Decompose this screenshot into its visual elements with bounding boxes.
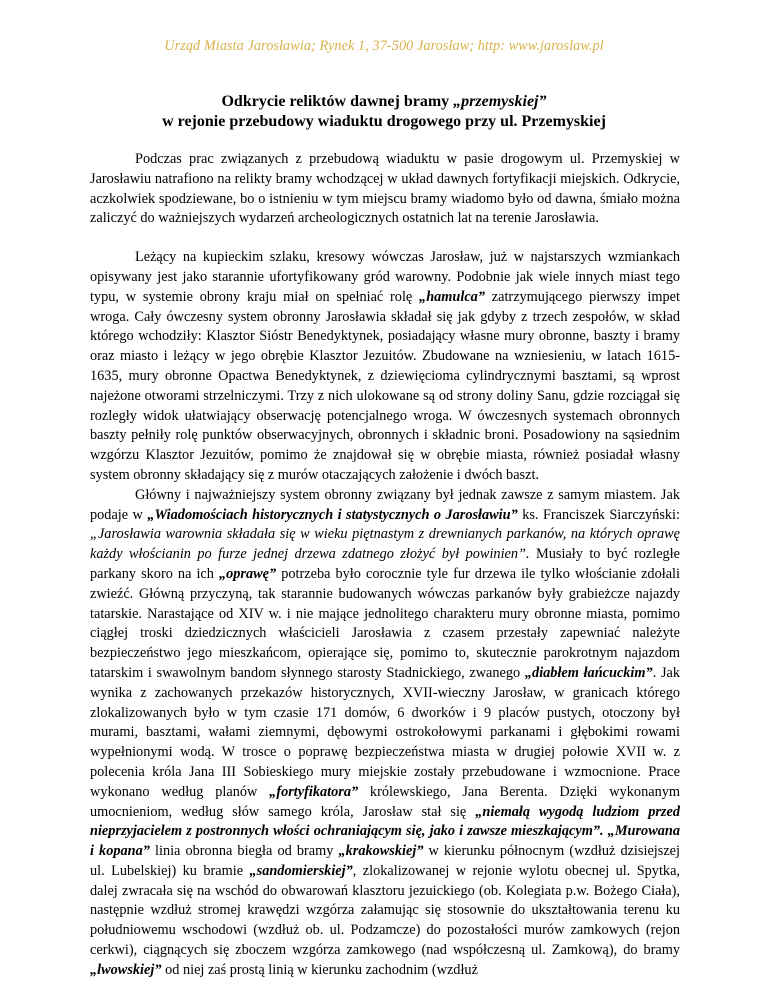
paragraph-2-emphasis-hamulca: „hamulca” [419,288,485,305]
paragraph-3-text-k: królewskiego, Jana Berenta. Dzięki wykonanym umocnieniom, według słów samego króla, Jarosław stał się [90,783,680,820]
document-title [90,92,678,132]
paragraph-3-emphasis-lwowskiej: „lwowskiej” [90,961,162,978]
paragraph-3-text-q: , zlokalizowanej w rejonie wylotu obecnej ul. Spytka, dalej zwracała się na wschód do obwarowań klasztoru jezuickiego (ob. Kolegiata p.w. Bożego Ciała), następnie wzdłuż stromej krawędzi wzgórza załamując się stosownie do ukształtowania terenu ku południowemu wschodowi (wzdłuż ob. ul. Podzamcze) do pozostałości murów zamkowych (rejon cerkwi), ciągnących się zboczem wzgórza zamkowego (nad współczesną ul. Zamkową), do bramy [90,862,681,959]
page-header: Urząd Miasta Jarosławia; Rynek 1, 37-500 Jarosław; http: www.jaroslaw.pl [164,38,604,54]
paragraph-3-book-title: „Wiadomościach historycznych i statystycznych o Jarosławiu” [147,506,518,523]
title-line-2: w rejonie przebudowy wiaduktu drogowego przy ul. Przemyskiej [162,113,606,130]
paragraph-3 [90,486,680,981]
paragraph-3-text-i: . Jak wynika z zachowanych przekazów historycznych, XVII-wieczny Jarosław, w granicach którego zlokalizowanych było w tym czasie 171 domów, 6 dworków i 9 placów pustych, otoczony był murami, basztami, wałami ziemnymi, dębowymi ostrokołowymi parkanami i głębokimi rowami wypełnionymi wodą. W trosce o poprawę bezpieczeństwa miasta w drugiej połowie XVII w. z polecenia króla Jana III Sobieskiego mury miejskie zostały przebudowane i wzmocnione. Prace wykonano według planów [90,664,680,800]
paragraph-3-quote-2: „niemałą wygodą ludziom przed nieprzyjacielem z postronnych włości ochraniającym się, jako i zawsze mieszkającym”. „Murowana i kopana” [90,803,680,860]
title-line-1 [90,92,678,112]
paragraph-3-emphasis-oprawe: „oprawę” [218,565,277,582]
paragraph-1: Podczas prac związanych z przebudową wiaduktu w pasie drogowym ul. Przemyskiej w Jarosławiu natrafiono na relikty bramy wchodzącej w układ dawnych fortyfikacji miejskich. Odkrycie, aczkolwiek spodziewane, bo o istnieniu w tym miejscu bramy wiadomo było od dawna, śmiało można zaliczyć do ważniejszych wydarzeń archeologicznych ostatnich lat na terenie Jarosławia. [90,151,680,227]
title-line-1-italic: „przemyskiej” [453,93,547,110]
paragraph-3-quote-1: „Jarosławia warownia składała się w wieku piętnastym z drewnianych parkanów, na których oprawę każdy włościanin po furze jednej drzewa zdatnego złożyć był powinien”. [90,526,680,563]
document-body [90,150,680,981]
paragraph-2-text-a: Leżący na kupieckim szlaku, kresowy wówczas Jarosław, już w najstarszych wzmiankach opisywany jest jako starannie ufortyfikowany gród warowny. Podobnie jak wiele innych miast tego typu, w systemie obrony kraju miał on spełniać rolę [90,249,680,305]
paragraph-3-emphasis-fortyfikatora: „fortyfikatora” [269,783,359,800]
paragraph-3-text-s: od niej zaś prostą linią w kierunku zachodnim (wzdłuż [161,961,478,978]
paragraph-2-text-c: zatrzymującego pierwszy impet wroga. Cały ówczesny system obronny Jarosławia składał się jak gdyby z trzech zespołów, w skład którego wchodziły: Klasztor Sióstr Benedyktynek, posiadający własne mury obronne, baszty i bramy oraz miasto i leżący w jego obrębie Klasztor Jezuitów. Zbudowane na wzniesieniu, w latach 1615-1635, mury obronne Opactwa Benedyktynek, z dziewięcioma cylindrycznymi basztami, są wprost najeżone otworami strzelniczymi. Trzy z nich ulokowane są od strony doliny Sanu, gdzie rozciągał się rozległy widok ułatwiający obserwację potencjalnego wroga. W ówczesnych systemach obronnych baszty pełniły rolę punktów obserwacyjnych, obronnych i składnic broni. Posadowiony na sąsiednim wzgórzu Klasztor Jezuitów, pomimo że znajdował się w obrębie miasta, również posiadał własny system obronny składający się z murów otaczających założenie i dwóch baszt. [90,288,680,483]
title-line-1-text: Odkrycie reliktów dawnej bramy [221,93,454,110]
paragraph-3-text-a: Główny i najważniejszy system obronny związany był jednak zawsze z samym miastem. Jak podaje w [90,486,680,523]
paragraph-2 [90,248,680,486]
paragraph-3-text-e: Musiały to być rozległe parkany skoro na ich [90,546,681,582]
paragraph-3-emphasis-diablem: „diabłem łańcuckim” [524,664,653,681]
paragraph-3-text-g: potrzeba było corocznie tyle fur drzewa ile tylko włościanie zdołali zwieźć. Główną przyczyną, tak starannie budowanych wówczas parkanów były grabieżcze najazdy tatarskie. Narastające od XIV w. i nie mające jednolitego charakteru mury obronne miasta, pomimo ciągłej troski dziedzicznych właścicieli Jarosławia z czasem przestały zapewniać należyte bezpieczeństwo jego mieszkańcom, opierające się, pomimo to, skutecznie parokrotnym najazdom tatarskim i swawolnym bandom słynnego starosty Stadnickiego, zwanego [90,565,680,681]
paragraph-3-emphasis-sandomierskiej: „sandomierskiej” [249,862,353,879]
paragraph-3-text-c: ks. Franciszek Siarczyński: [517,506,680,523]
paragraph-3-text-m: linia obronna biegła od bramy [149,843,339,860]
paragraph-3-text-o: w kierunku północnym (wzdłuż dzisiejszej ul. Lubelskiej) ku bramie [90,843,680,879]
paragraph-3-emphasis-krakowskiej: „krakowskiej” [338,843,424,860]
